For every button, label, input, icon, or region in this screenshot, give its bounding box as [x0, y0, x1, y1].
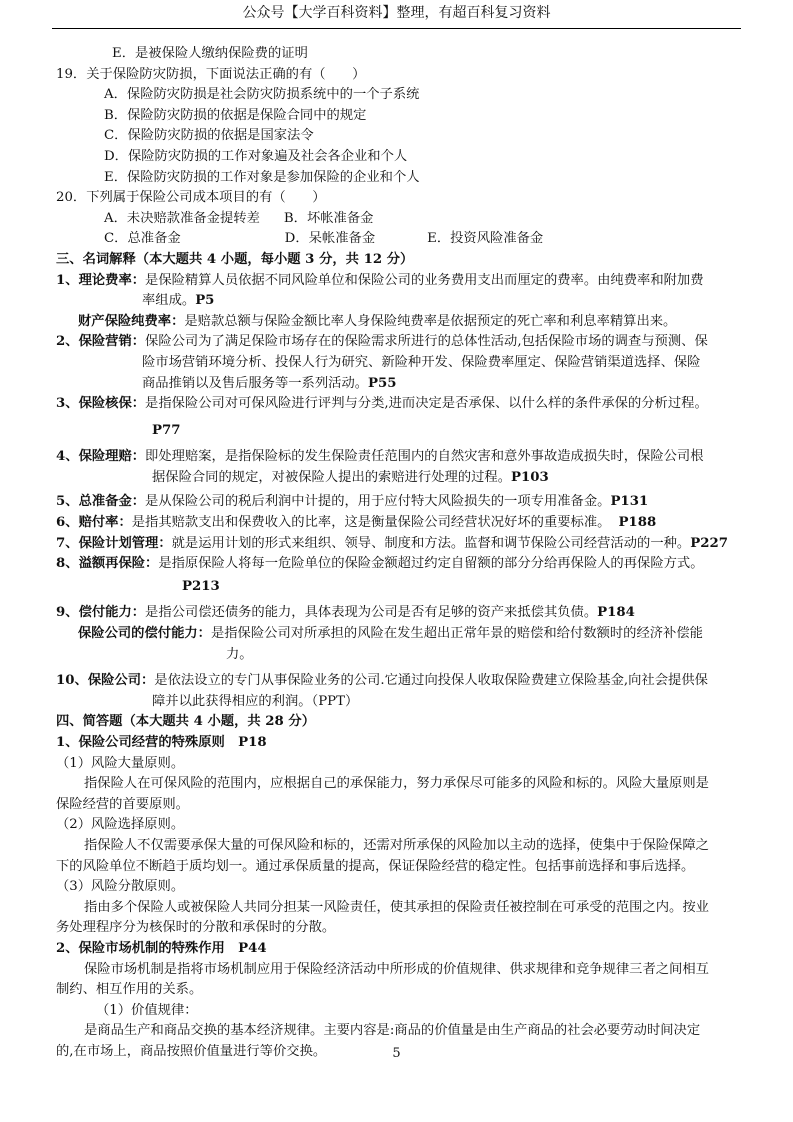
short-answer-2-title: 2、保险市场机制的特殊作用 P44 — [56, 940, 267, 956]
section-4-heading: 四、简答题（本大题共 4 小题，共 28 分） — [56, 714, 316, 730]
q19-option-b: B．保险防灾防损的依据是保险合同中的规定 — [104, 107, 367, 123]
q19-option-a: A．保险防灾防损是社会防灾防损系统中的一个子系统 — [104, 87, 420, 103]
term-2 — [56, 332, 746, 353]
term-10-number: 10、 — [56, 673, 88, 689]
s2-law-1-text: 是商品生产和商品交换的基本经济规律。主要内容是:商品的价值量是由生产商品的社会必要劳动时间决定 — [84, 1023, 701, 1039]
term-2-number: 2、 — [56, 334, 79, 350]
term-2-line-3 — [56, 374, 746, 395]
q19-option-c: C．保险防灾防损的依据是国家法令 — [104, 128, 314, 144]
header-divider — [52, 28, 741, 29]
term-1-cont — [56, 291, 746, 312]
term-10 — [56, 671, 746, 692]
s1-principle-1-text-2: 保险经营的首要原则。 — [56, 796, 189, 812]
section-3-heading: 三、名词解释（本大题共 4 小题，每小题 3 分，共 12 分） — [56, 251, 414, 267]
term-4-page: P103 — [511, 469, 549, 485]
term-4-text: 即处理赔案，是指保险标的发生保险责任范围内的自然灾害和意外事故造成损失时，保险公司根 — [145, 449, 704, 465]
q20-option-b: B．坏帐准备金 — [283, 210, 374, 226]
term-9 — [56, 603, 746, 624]
s2-intro-2: 制约、相互作用的关系。 — [56, 982, 203, 998]
q20-option-d: D．呆帐准备金 — [284, 231, 376, 247]
term-4-head: 保险理赔： — [78, 449, 146, 465]
term-3-number: 3、 — [56, 396, 79, 412]
s1-principle-1-text: 指保险人在可保风险的范围内，应根据自己的承保能力，努力承保尽可能多的风险和标的。风险大量原则是 — [84, 776, 709, 792]
q20-option-a: A．未决赔款准备金提转差 — [104, 210, 260, 226]
q19-option-d: D．保险防灾防损的工作对象遍及社会各企业和个人 — [104, 148, 408, 164]
term-6-text: 是指其赔款支出和保费收入的比率，这是衡量保险公司经营状况好坏的重要标准。 — [131, 515, 611, 531]
s1-principle-1-heading: （1）风险大量原则。 — [56, 755, 185, 771]
page-header: 公众号【大学百科资料】整理，有超百科复习资料 — [242, 5, 551, 21]
term-1-head: 理论费率： — [78, 272, 146, 288]
term-5-text: 是从保险公司的税后利润中计提的，用于应付特大风险损失的一项专用准备金。 — [145, 494, 611, 510]
term-9b-head: 保险公司的偿付能力： — [78, 626, 211, 642]
q18-option-e: E．是被保险人缴纳保险费的证明 — [112, 46, 308, 61]
term-6-page: P188 — [618, 515, 657, 531]
term-8-head: 溢额再保险： — [78, 556, 159, 572]
q20-options-row2 — [56, 229, 746, 250]
term-3 — [56, 394, 746, 415]
s1-principle-2-heading: （2）风险选择原则。 — [56, 817, 185, 833]
term-4 — [56, 447, 746, 468]
q19-stem: 19．关于保险防灾防损，下面说法正确的有（ ） — [56, 66, 366, 82]
term-8 — [56, 554, 746, 575]
term-1-text-2: 率组成。 — [142, 293, 196, 309]
term-8-text: 是指原保险人将每一危险单位的保险金额超过约定自留额的部分分给再保险人的再保险方式。 — [158, 556, 704, 572]
term-6-head: 赔付率： — [78, 515, 132, 531]
term-5-head: 总准备金： — [78, 494, 146, 510]
s1-principle-3-text: 指由多个保险人或被保险人共同分担某一风险责任，使其承担的保险责任被控制在可承受的范围之内。按业 — [84, 899, 709, 915]
term-1-number: 1、 — [56, 272, 79, 288]
term-6 — [56, 513, 746, 534]
term-5 — [56, 492, 746, 513]
q19-option-e: E．保险防灾防损的工作对象是参加保险的企业和个人 — [104, 169, 420, 185]
term-4-number: 4、 — [56, 449, 79, 465]
term-1 — [56, 271, 746, 292]
term-10-text: 是依法设立的专门从事保险业务的公司.它通过向投保人收取保险费建立保险基金,向社会提供保 — [154, 673, 708, 689]
s1-principle-2-text-2: 下的风险单位不断趋于质均划一。通过承保质量的提高，保证保险经营的稳定性。包括事前选择和事后选择。 — [56, 858, 695, 874]
s1-principle-3-text-2: 务处理程序分为核保时的分散和承保时的分散。 — [56, 920, 336, 936]
term-10-head: 保险公司： — [87, 673, 155, 689]
q20-option-c: C．总准备金 — [104, 231, 181, 247]
s2-intro: 保险市场机制是指将市场机制应用于保险经济活动中所形成的价值规律、供求规律和竞争规律三者之间相互 — [84, 961, 709, 977]
term-7-number: 7、 — [56, 535, 79, 551]
q20-stem: 20．下列属于保险公司成本项目的有（ ） — [56, 190, 326, 206]
term-3-page: P77 — [152, 422, 181, 438]
term-9-page: P184 — [597, 605, 635, 621]
term-5-number: 5、 — [56, 494, 79, 510]
term-1b-text: 是赔款总额与保险金额比率人身保险纯费率是依据预定的死亡率和利息率精算出来。 — [184, 313, 677, 329]
term-3-head: 保险核保： — [78, 396, 146, 412]
term-9-number: 9、 — [56, 605, 79, 621]
s1-principle-2-text: 指保险人不仅需要承保大量的可保风险和标的，还需对所承保的风险加以主动的选择，使集中于保险保障之 — [84, 837, 709, 853]
document-body — [56, 44, 746, 1063]
term-2-text: 保险公司为了满足保险市场存在的保险需求所进行的总体性活动,包括保险市场的调查与预测、保 — [145, 334, 708, 350]
s2-law-1-text-2: 的,在市场上，商品按照价值量进行等价交换。 — [56, 1043, 327, 1059]
term-8-page: P213 — [182, 578, 220, 594]
term-2-page: P55 — [368, 375, 397, 391]
term-2-text-3: 商品推销以及售后服务等一系列活动。 — [142, 375, 369, 391]
s1-principle-3-heading: （3）风险分散原则。 — [56, 879, 185, 895]
term-8-number: 8、 — [56, 556, 79, 572]
term-7-head: 保险计划管理： — [78, 535, 172, 551]
s2-law-1-heading: （1）价值规律： — [96, 1002, 198, 1018]
term-4-text-2: 据保险合同的规定，对被保险人提出的索赔进行处理的过程。 — [152, 469, 512, 485]
term-1b-head: 财产保险纯费率： — [78, 313, 185, 329]
term-1b — [56, 312, 746, 333]
term-7-page: P227 — [690, 535, 728, 551]
term-9b-cont: 力。 — [226, 646, 253, 662]
term-10-cont: 障并以此获得相应的利润。（PPT） — [152, 693, 359, 709]
term-9-head: 偿付能力： — [78, 605, 146, 621]
q20-options-row1 — [56, 209, 746, 230]
term-5-page: P131 — [610, 494, 649, 510]
term-9-text: 是指公司偿还债务的能力，具体表现为公司是否有足够的资产来抵偿其负债。 — [145, 605, 598, 621]
term-1-text: 是保险精算人员依据不同风险单位和保险公司的业务费用支出而厘定的费率。由纯费率和附加费 — [145, 272, 704, 288]
term-7-text: 就是运用计划的形式来组织、领导、制度和方法。监督和调节保险公司经营活动的一种。 — [171, 535, 691, 551]
q20-option-e: E．投资风险准备金 — [427, 231, 544, 247]
term-9b — [56, 624, 746, 645]
term-6-number: 6、 — [56, 515, 79, 531]
term-2-line-2: 险市场营销环境分析、投保人行为研究、新险种开发、保险费率厘定、保险营销渠道选择、保险 — [142, 354, 701, 370]
term-2-head: 保险营销： — [78, 334, 146, 350]
term-3-text: 是指保险公司对可保风险进行评判与分类,进而决定是否承保、以什么样的条件承保的分析过程。 — [145, 396, 708, 412]
page-number: 5 — [392, 1046, 401, 1061]
term-9b-text: 是指保险公司对所承担的风险在发生超出正常年景的赔偿和给付数额时的经济补偿能 — [210, 626, 703, 642]
term-4-cont — [56, 468, 746, 489]
term-7 — [56, 534, 746, 555]
term-1-page: P5 — [195, 293, 215, 309]
short-answer-1-title: 1、保险公司经营的特殊原则 P18 — [56, 735, 267, 750]
